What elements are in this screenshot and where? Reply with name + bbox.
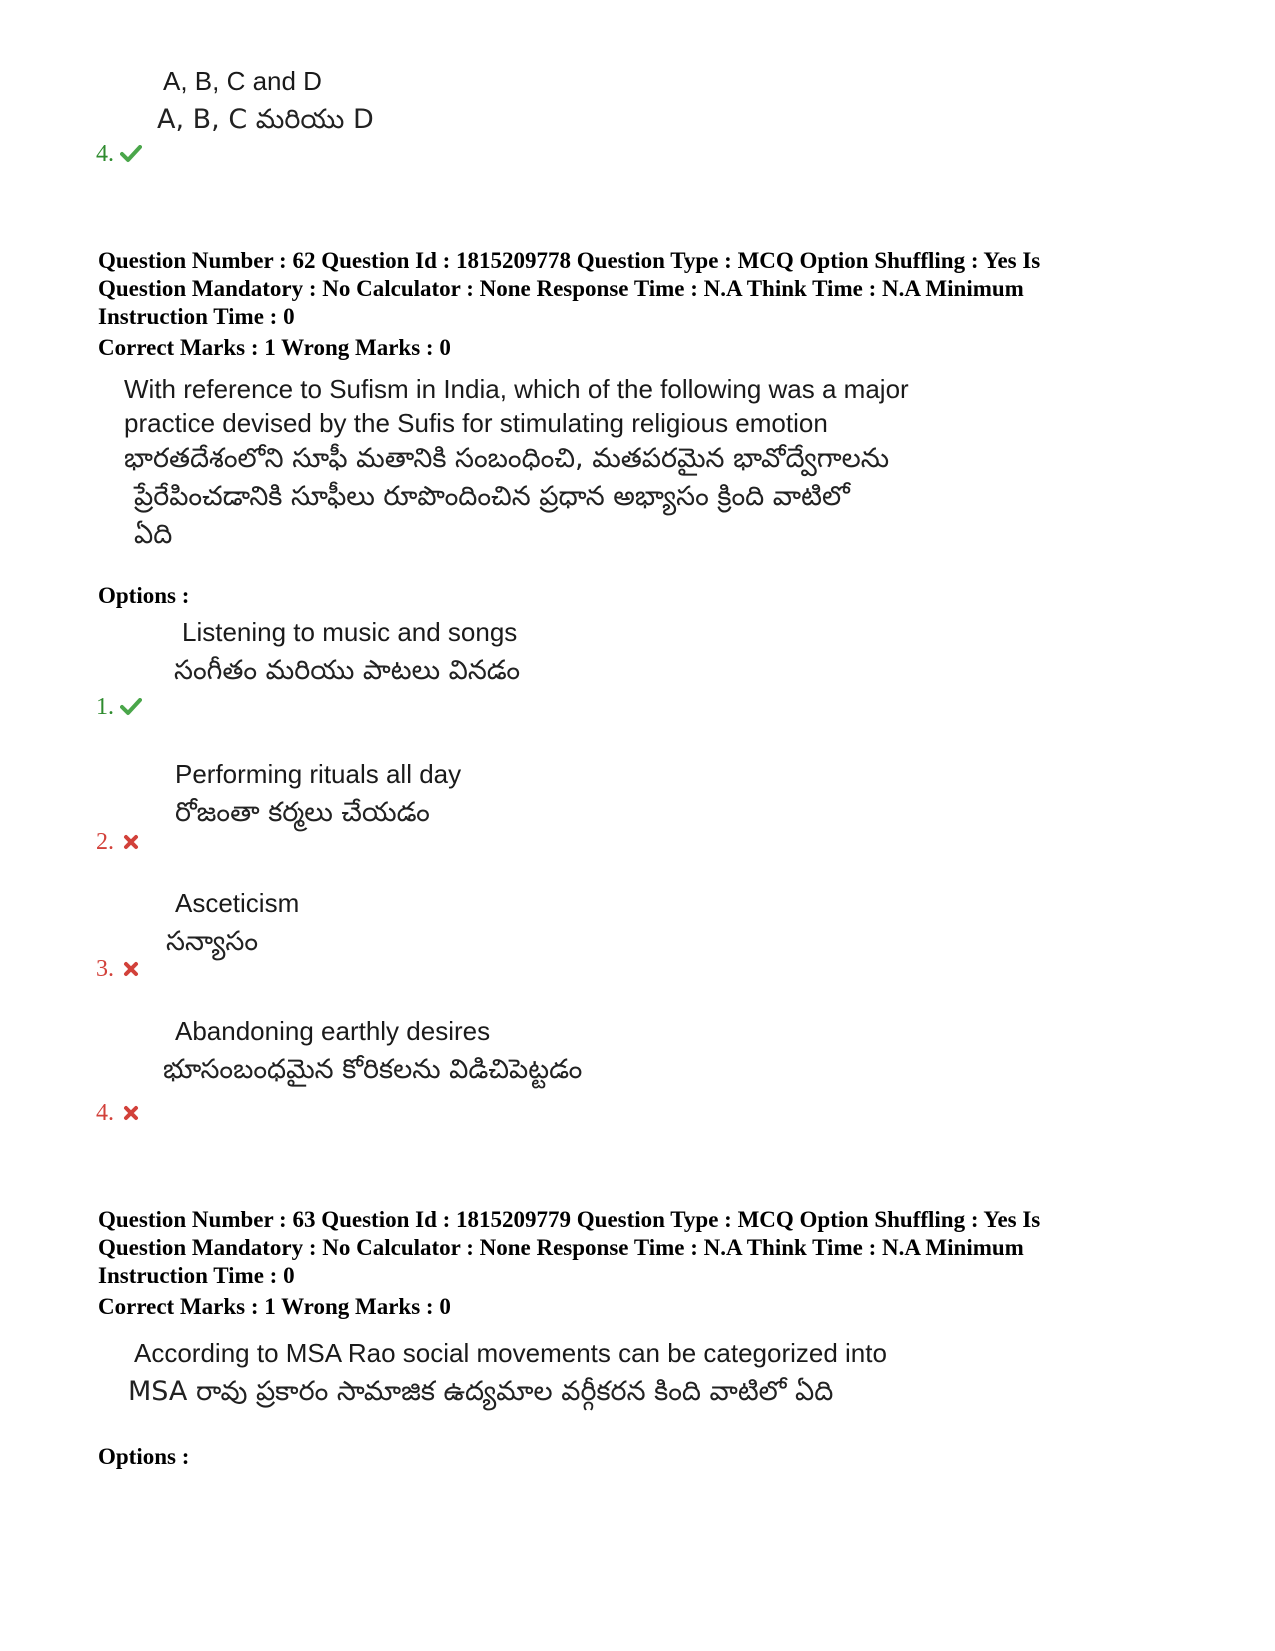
option-number: 4. xyxy=(96,1100,114,1126)
meta-line-3: Instruction Time : 0 xyxy=(98,1263,295,1288)
meta-line-1: Question Number : 62 Question Id : 1815209778 Question Type : MCQ Option Shuffling : Yes Is xyxy=(98,248,1041,273)
question-en-line-1: With reference to Sufism in India, which of the following was a major xyxy=(124,374,909,404)
option-1-text-te: సంగీతం మరియు పాటలు వినడం xyxy=(174,655,521,686)
options-label: Options : xyxy=(98,1444,190,1469)
cross-icon xyxy=(120,960,142,978)
cross-icon xyxy=(120,833,142,851)
question-63-meta xyxy=(98,1206,1238,1290)
question-62-marks: Correct Marks : 1 Wrong Marks : 0 xyxy=(98,335,451,360)
option-3-text-en: Asceticism xyxy=(175,888,300,918)
question-te-line-1: భారతదేశంలోని సూఫీ మతానికి సంబంధించి, మతపరమైన భావోద్వేగాలను xyxy=(124,443,890,474)
meta-line-3: Instruction Time : 0 xyxy=(98,304,295,329)
options-label: Options : xyxy=(98,583,190,608)
option-3-marker xyxy=(96,955,142,983)
option-4-marker xyxy=(96,140,142,168)
question-te-line-2: ప్రేరేపించడానికి సూఫీలు రూపొందించిన ప్రధాన అభ్యాసం క్రింది వాటిలో xyxy=(134,481,850,512)
option-4-marker xyxy=(96,1099,142,1127)
question-en-line-1: According to MSA Rao social movements can be categorized into xyxy=(134,1338,887,1368)
check-icon xyxy=(120,698,142,716)
question-62-meta xyxy=(98,247,1238,331)
option-2-marker xyxy=(96,828,142,856)
cross-icon xyxy=(120,1104,142,1122)
question-te-line-1: MSA రావు ప్రకారం సామాజిక ఉద్యమాల వర్గీకరన కింది వాటిలో ఏది xyxy=(128,1376,834,1407)
option-number: 3. xyxy=(96,956,114,982)
option-2-text-en: Performing rituals all day xyxy=(175,759,462,789)
check-icon xyxy=(120,145,142,163)
option-1-marker xyxy=(96,693,142,721)
meta-line-2: Question Mandatory : No Calculator : None Response Time : N.A Think Time : N.A Minimum xyxy=(98,1235,1024,1260)
meta-line-1: Question Number : 63 Question Id : 1815209779 Question Type : MCQ Option Shuffling : Yes Is xyxy=(98,1207,1041,1232)
option-number: 2. xyxy=(96,829,114,855)
option-4-text-en: Abandoning earthly desires xyxy=(175,1016,491,1046)
meta-line-2: Question Mandatory : No Calculator : None Response Time : N.A Think Time : N.A Minimum xyxy=(98,276,1024,301)
question-en-line-2: practice devised by the Sufis for stimulating religious emotion xyxy=(124,408,828,438)
question-te-line-3: ఏది xyxy=(134,519,173,550)
question-62-text xyxy=(124,372,909,554)
question-63-marks: Correct Marks : 1 Wrong Marks : 0 xyxy=(98,1294,451,1319)
option-2-text-te: రోజంతా కర్మలు చేయడం xyxy=(175,797,430,828)
option-number: 1. xyxy=(96,694,114,720)
option-4-text-te: భూసంబంధమైన కోరికలను విడిచిపెట్టడం xyxy=(163,1054,583,1085)
option-3-text-te: సన్యాసం xyxy=(166,926,259,957)
option-number: 4. xyxy=(96,141,114,167)
question-63-text xyxy=(134,1336,887,1370)
option-4-text-te: A, B, C మరియు D xyxy=(157,104,374,135)
option-1-text-en: Listening to music and songs xyxy=(182,617,518,647)
option-4-text-en: A, B, C and D xyxy=(163,66,322,96)
